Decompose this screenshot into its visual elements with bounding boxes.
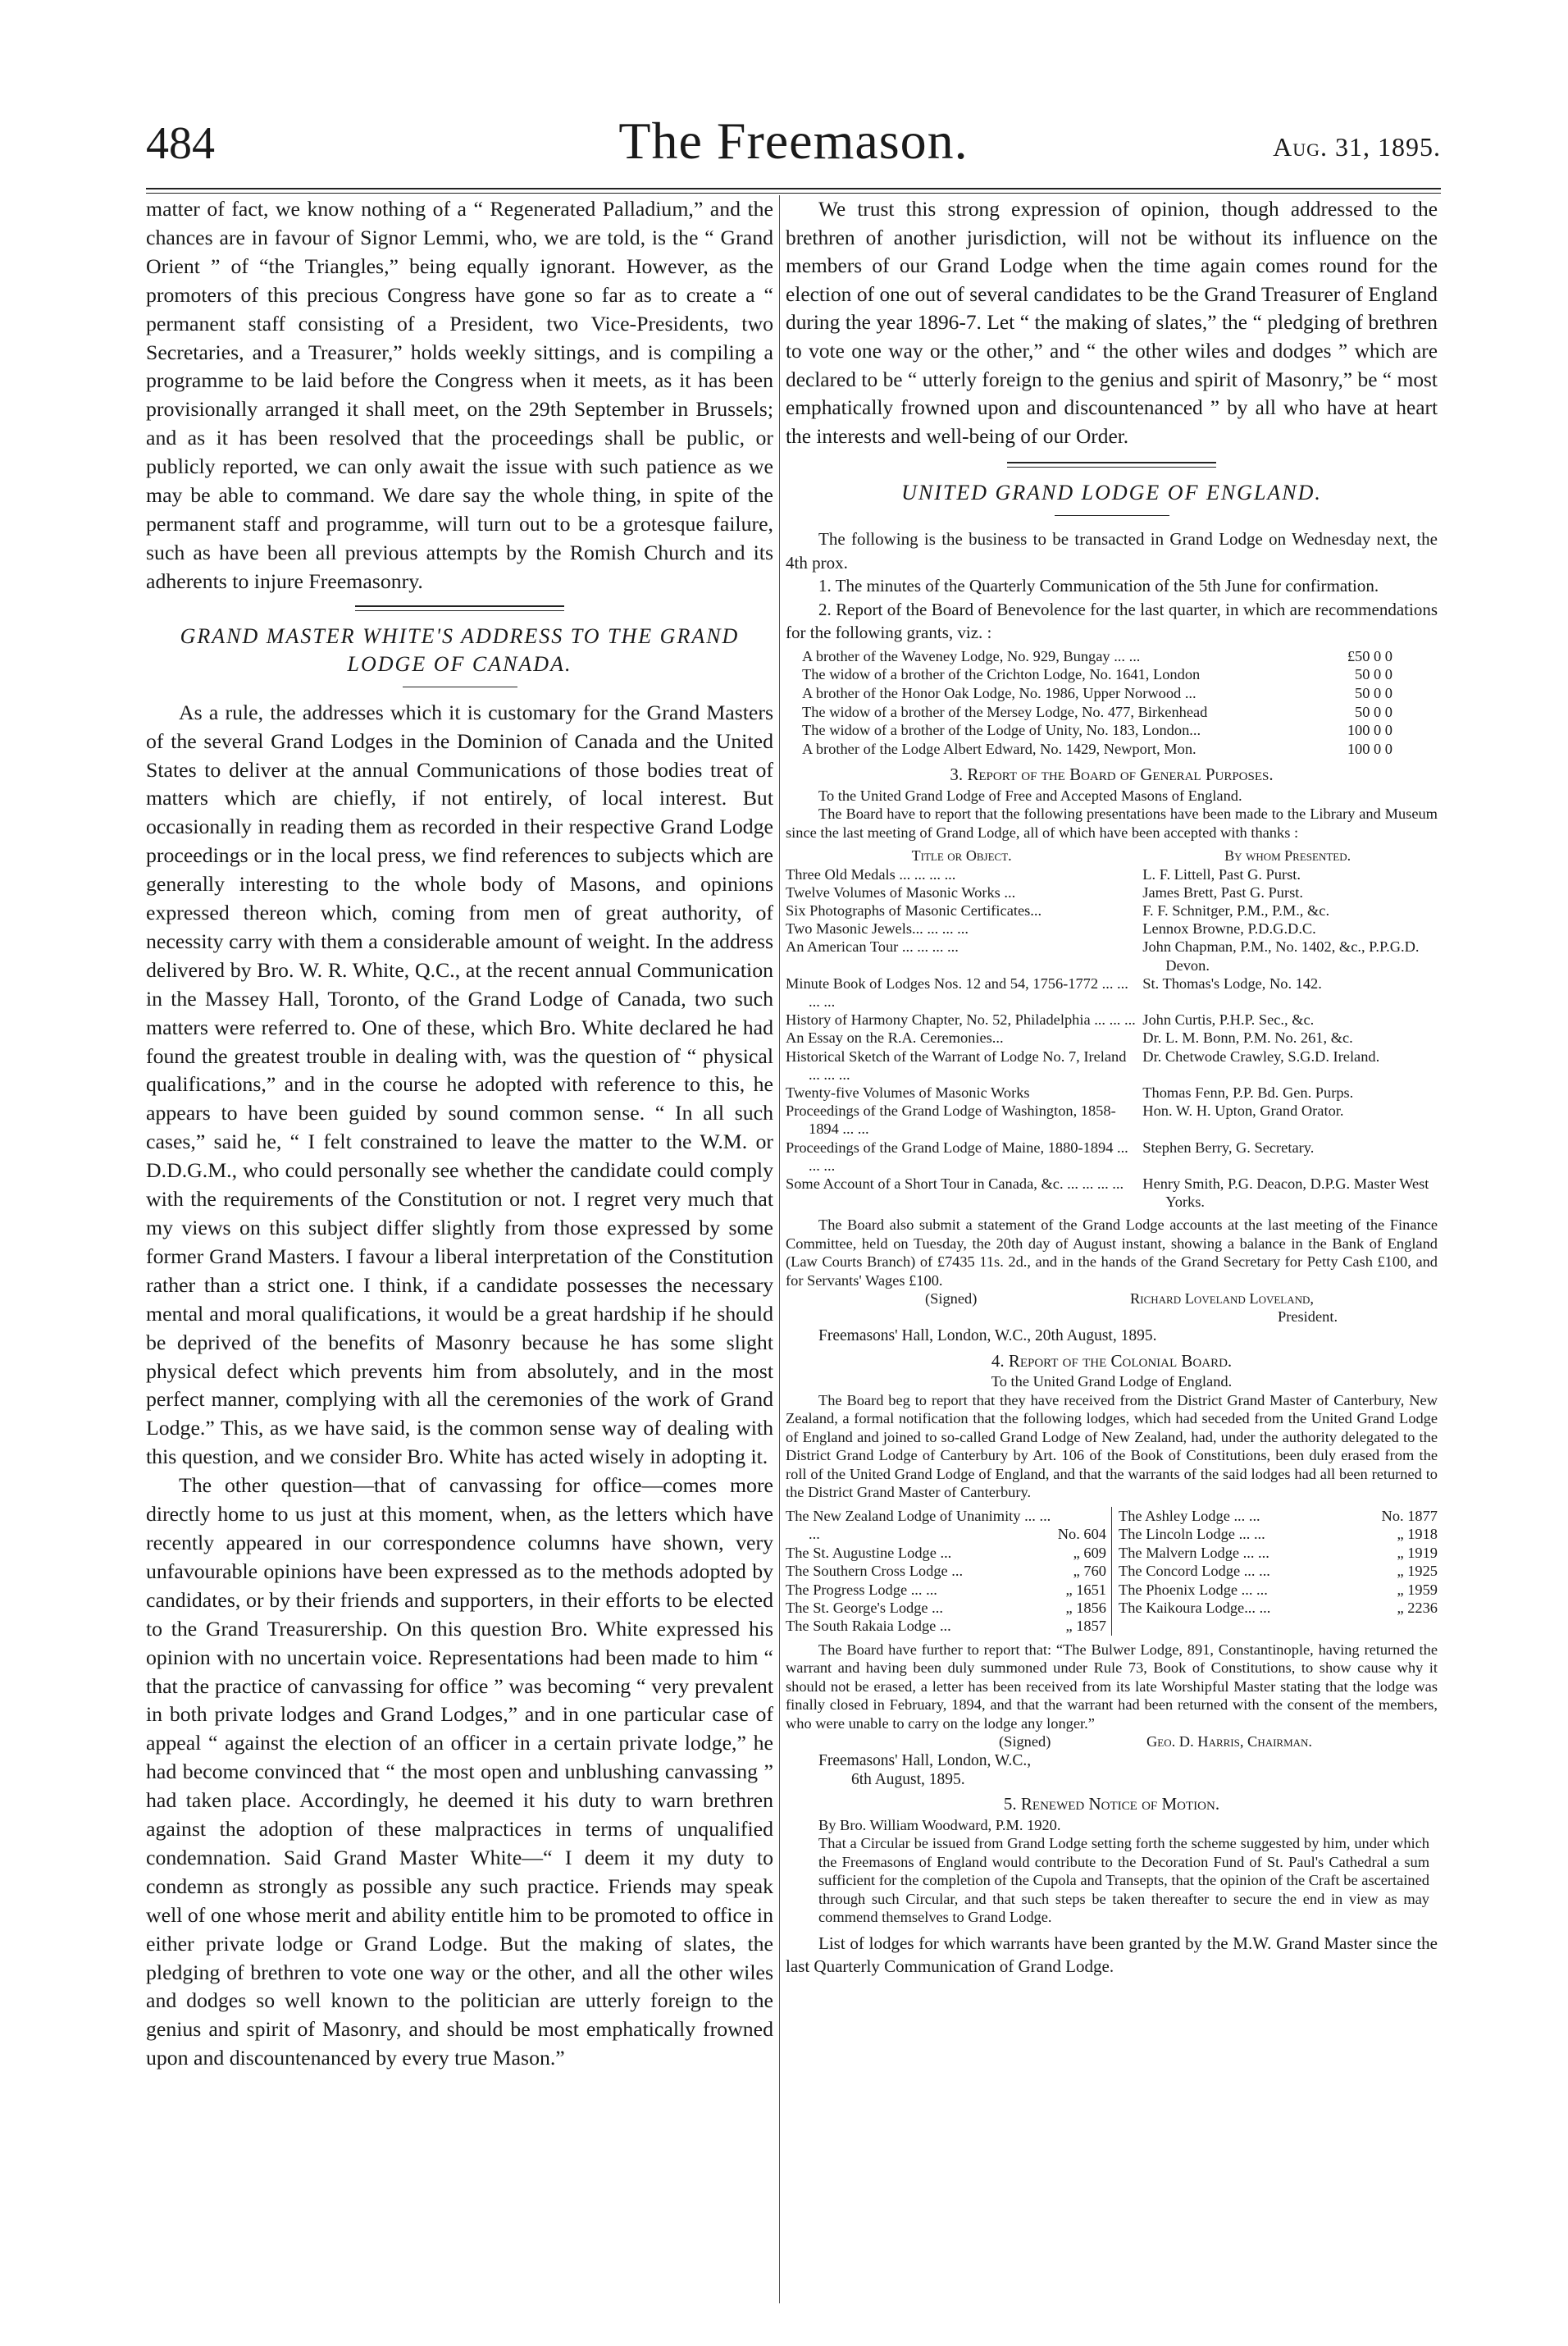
erased-lodge-row bbox=[786, 1617, 1106, 1635]
presentation-object: Proceedings of the Grand Lodge of Washington, 1858-1894 ... ... bbox=[786, 1102, 1116, 1138]
lodge-number: No. 1877 bbox=[1381, 1507, 1438, 1524]
lodge-number: „ 1919 bbox=[1397, 1544, 1438, 1561]
presentation-object: Historical Sketch of the Warrant of Lodge No. 7, Ireland ... ... ... bbox=[786, 1047, 1127, 1083]
presentation-donor: Thomas Fenn, P.P. Bd. Gen. Purps. bbox=[1142, 1084, 1354, 1102]
grant-row bbox=[802, 647, 1393, 666]
presentation-donor: Dr. L. M. Bonn, P.M. No. 261, &c. bbox=[1142, 1029, 1353, 1047]
presentation-object: Twenty-five Volumes of Masonic Works bbox=[786, 1084, 1030, 1102]
presentation-donor: John Curtis, P.H.P. Sec., &c. bbox=[1142, 1011, 1315, 1029]
lodge-name: The Ashley Lodge ... ... bbox=[1119, 1507, 1260, 1524]
grant-description: A brother of the Waveney Lodge, No. 929, Bungay ... ... bbox=[802, 647, 1141, 664]
presentation-object: An Essay on the R.A. Ceremonies... bbox=[786, 1029, 1004, 1047]
presentation-object: An American Tour ... ... ... ... bbox=[786, 938, 959, 956]
grant-amount: 50 0 0 bbox=[1355, 703, 1393, 720]
grant-row bbox=[802, 703, 1393, 722]
lodge-name: The Kaikoura Lodge... ... bbox=[1119, 1600, 1271, 1616]
presentation-donor: Henry Smith, P.G. Deacon, D.P.G. Master West Yorks. bbox=[1142, 1175, 1429, 1211]
grant-description: The widow of a brother of the Lodge of Unity, No. 183, London... bbox=[802, 722, 1201, 739]
lodge-number: „ 1857 bbox=[1065, 1618, 1106, 1635]
erased-lodge-row bbox=[786, 1544, 1106, 1562]
item-4-body: The Board beg to report that they have received from the District Grand Master of Canterbury, New Zealand, a formal notification that the following lodges, which had seceded from the United Grand Lodge of England and joined to so-called Grand Lodge of New Zealand, had, under the authority delegated to the District Grand Lodge of Canterbury by Art. 106 of the Book of Constitutions, been duly erased from the roll of the United Grand Lodge of England, and that the warrants of the said lodges had all been returned to the District Grand Master of Canterbury. bbox=[786, 1391, 1438, 1501]
presentation-row bbox=[786, 920, 1438, 938]
lodge-number: „ 760 bbox=[1073, 1563, 1106, 1580]
item-5-title: 5. Renewed Notice of Motion. bbox=[1003, 1794, 1220, 1814]
item-2-benevolence: 2. Report of the Board of Benevolence for the last quarter, in which are recommendations for the following grants, viz. : bbox=[786, 599, 1438, 643]
grant-description: A brother of the Lodge Albert Edward, No. 1429, Newport, Mon. bbox=[802, 740, 1197, 757]
item-1-minutes: 1. The minutes of the Quarterly Communication of the 5th June for confirmation. bbox=[818, 576, 1379, 596]
item-5-mover: By Bro. William Woodward, P.M. 1920. bbox=[818, 1816, 1061, 1833]
article-heading-united-grand-lodge: UNITED GRAND LODGE OF ENGLAND. bbox=[901, 481, 1322, 505]
lodge-name: The New Zealand Lodge of Unanimity ... ... ... bbox=[786, 1507, 1051, 1543]
hall-date-1: Freemasons' Hall, London, W.C., 20th August, 1895. bbox=[818, 1327, 1157, 1345]
page-header bbox=[146, 111, 1441, 186]
signed-label: (Signed) bbox=[925, 1290, 978, 1308]
presentation-object: Proceedings of the Grand Lodge of Maine, 1880-1894 ... ... ... bbox=[786, 1139, 1128, 1174]
signatory-name: Richard Loveland Loveland, bbox=[1130, 1290, 1315, 1308]
article-heading-white-address: GRAND MASTER WHITE'S ADDRESS TO THE GRAND LODGE OF CANADA. bbox=[180, 623, 740, 676]
item-5-motion: That a Circular be issued from Grand Lodge setting forth the scheme suggested by him, under which the Freemasons of England would contribute to the Decoration Fund of St. Paul's Cathedral a sum sufficient for the completion of the Cupola and Transepts, that the opinion of the Craft be ascertained through such Circular, and that such steps be taken thereafter to secure the end in view as may commend themselves to Grand Lodge. bbox=[818, 1835, 1429, 1926]
signatory-title: President. bbox=[1278, 1308, 1338, 1326]
presentation-donor: James Brett, Past G. Purst. bbox=[1142, 883, 1303, 901]
chairman-signature: Geo. D. Harris, Chairman. bbox=[1146, 1733, 1313, 1750]
bulwer-lodge-report: The Board have further to report that: “The Bulwer Lodge, 891, Constantinople, having returned the warrant and having been duly summoned under Rule 73, Book of Constitutions, to show cause why it should not be erased, a letter has been received from its late Worshipful Master stating that the lodge was finally closed in February, 1894, and that the warrant had been returned with the consent of the members, who were unable to carry on the lodge any longer.” bbox=[786, 1641, 1438, 1732]
section-separator bbox=[1007, 462, 1216, 468]
grant-amount: £50 0 0 bbox=[1347, 647, 1393, 664]
grant-row bbox=[802, 721, 1393, 740]
lodge-name: The South Rakaia Lodge ... bbox=[786, 1618, 951, 1635]
lodge-name: The Lincoln Lodge ... ... bbox=[1119, 1526, 1265, 1543]
section-separator bbox=[355, 605, 564, 611]
signed-label: (Signed) bbox=[999, 1733, 1051, 1750]
signature-block-1 bbox=[786, 1289, 1438, 1327]
item-3-title: 3. Report of the Board of General Purposes. bbox=[950, 765, 1274, 785]
lodge-number: „ 1651 bbox=[1065, 1581, 1106, 1598]
lodge-number: „ 1925 bbox=[1397, 1563, 1438, 1580]
presentations-table bbox=[786, 847, 1438, 1211]
presentation-row bbox=[786, 865, 1438, 883]
presentation-row bbox=[786, 1029, 1438, 1047]
presentation-donor: L. F. Littell, Past G. Purst. bbox=[1142, 865, 1301, 883]
grant-row bbox=[802, 684, 1393, 703]
board-accounts-statement: The Board also submit a statement of the Grand Lodge accounts at the last meeting of the Finance Committee, held on Tuesday, the 20th day of August instant, showing a balance in the Bank of England (Law Courts Branch) of £7435 11s. 2d., and in the hands of the Grand Secretary for Petty Cash £100, and for Servants' Wages £100. bbox=[786, 1216, 1438, 1289]
erased-lodge-row bbox=[786, 1507, 1106, 1544]
erased-lodge-row bbox=[1119, 1507, 1438, 1525]
presentation-donor: F. F. Schnitger, P.M., P.M., &c. bbox=[1142, 902, 1330, 920]
hall-line-2: 6th August, 1895. bbox=[851, 1770, 965, 1788]
presentation-row bbox=[786, 901, 1438, 920]
masthead-title: The Freemason. bbox=[618, 112, 969, 170]
page-number: 484 bbox=[146, 118, 215, 169]
item-4-addressee: To the United Grand Lodge of England. bbox=[991, 1373, 1233, 1390]
grant-amount: 50 0 0 bbox=[1355, 685, 1393, 702]
presentation-row bbox=[786, 1139, 1438, 1175]
erased-lodge-row bbox=[1119, 1562, 1438, 1580]
lodge-name: The Progress Lodge ... ... bbox=[786, 1581, 937, 1598]
lodge-name: The Phoenix Lodge ... ... bbox=[1119, 1581, 1268, 1598]
erased-lodge-row bbox=[786, 1562, 1106, 1580]
erased-lodge-row bbox=[786, 1581, 1106, 1599]
presentation-row bbox=[786, 1047, 1438, 1084]
grant-row bbox=[802, 665, 1393, 684]
erased-lodge-row bbox=[1119, 1544, 1438, 1562]
presentation-row bbox=[786, 1102, 1438, 1138]
grant-description: The widow of a brother of the Crichton Lodge, No. 1641, London bbox=[802, 666, 1201, 683]
presentation-donor: Stephen Berry, G. Secretary. bbox=[1142, 1139, 1315, 1156]
presentation-donor: Lennox Browne, P.D.G.D.C. bbox=[1142, 920, 1316, 938]
business-intro: The following is the business to be transacted in Grand Lodge on Wednesday next, the 4th prox. bbox=[786, 529, 1438, 573]
presentations-header-object: Title or Object. bbox=[911, 847, 1012, 865]
presentation-object: Minute Book of Lodges Nos. 12 and 54, 1756-1772 ... ... ... ... bbox=[786, 974, 1128, 1011]
signature-block-2 bbox=[786, 1732, 1438, 1752]
right-paragraph-opinion: We trust this strong expression of opinion, though addressed to the brethren of another jurisdiction, will not be without its influence on the members of our Grand Lodge when the time again comes round for the election of one out of several candidates to be the Grand Treasurer of England during the year 1896-7. Let “ the making of slates,” the “ pledging of brethren to vote one way or the other,” and “ the other wiles and dodges ” which are declared to be “ utterly foreign to the genius and spirit of Masonry,” be “ most emphatically frowned upon and discountenanced ” by all who have at heart the interests and well-being of our Order. bbox=[786, 198, 1438, 448]
lodge-number: „ 1959 bbox=[1397, 1581, 1438, 1598]
issue-date: Aug. 31, 1895. bbox=[1273, 132, 1441, 162]
lodge-number: „ 1856 bbox=[1065, 1600, 1106, 1616]
lodge-number: No. 604 bbox=[1057, 1526, 1106, 1543]
item-3-body: The Board have to report that the following presentations have been made to the Library and Museum since the last meeting of Grand Lodge, all of which have been accepted with thanks : bbox=[786, 806, 1438, 841]
presentation-object: Three Old Medals ... ... ... ... bbox=[786, 865, 956, 883]
left-paragraph-physical-qualifications: As a rule, the addresses which it is customary for the Grand Masters of the several Grand Lodges in the Dominion of Canada and the United States to deliver at the annual Communications of those bodies treat of matters which are chiefly, if not entirely, of local interest. But occasionally in reading them as recorded in their respective Grand Lodge proceedings or in the local press, we find references to subjects which are generally interesting to the whole body of Masons, and opinions expressed thereon which, coming from men of great authority, of necessity carry with them a considerable amount of weight. In the address delivered by Bro. W. R. White, Q.C., at the recent annual Communication in the Massey Hall, Toronto, of the Grand Lodge of Canada, two such matters were referred to. One of these, which Bro. White declared he had found the greatest trouble in dealing with, was the question of “ physical qualifications,” and in the course he adopted with reference to this, he appears to have been guided by sound common sense. “ In all such cases,” said he, “ I felt constrained to leave the matter to the W.M. or D.D.G.M., who could personally see whether the candidate could comply with the requirements of the Constitution or not. I regret very much that my views on this subject differ slightly from those expressed by some former Grand Masters. I favour a liberal interpretation of the Constitution rather than a strict one. I think, if a candidate possesses the necessary mental and moral qualifications, it would be a great hardship if he should be deprived of the benefits of Masonry because he has some slight physical defect which prevents him from absolutely, and in the most perfect manner, complying with all the ceremonies of the work of Grand Lodge.” This, as we have said, is the common sense way of dealing with this question, and we consider Bro. White has acted wisely in adopting it. bbox=[146, 700, 773, 1469]
presentation-object: Some Account of a Short Tour in Canada, &c. ... ... ... ... bbox=[786, 1175, 1124, 1193]
grant-row bbox=[802, 740, 1393, 759]
presentation-object: Six Photographs of Masonic Certificates... bbox=[786, 902, 1042, 920]
heading-underline bbox=[1055, 515, 1169, 516]
presentation-object: Twelve Volumes of Masonic Works ... bbox=[786, 883, 1016, 901]
presentation-object: History of Harmony Chapter, No. 52, Philadelphia ... ... ... bbox=[786, 1011, 1136, 1029]
erased-lodge-row bbox=[1119, 1599, 1438, 1617]
grant-amount: 100 0 0 bbox=[1347, 722, 1393, 739]
presentations-header-by: By whom Presented. bbox=[1224, 847, 1351, 865]
item-4-title: 4. Report of the Colonial Board. bbox=[991, 1350, 1233, 1371]
lodge-name: The Southern Cross Lodge ... bbox=[786, 1563, 964, 1580]
grant-description: The widow of a brother of the Mersey Lodge, No. 477, Birkenhead bbox=[802, 703, 1208, 720]
erased-lodge-row bbox=[1119, 1581, 1438, 1599]
presentation-row bbox=[786, 1175, 1438, 1211]
presentation-donor: Dr. Chetwode Crawley, S.G.D. Ireland. bbox=[1142, 1047, 1380, 1065]
column-divider bbox=[779, 195, 780, 2303]
presentation-row bbox=[786, 883, 1438, 901]
grant-amount: 50 0 0 bbox=[1355, 666, 1393, 683]
grant-amount: 100 0 0 bbox=[1347, 740, 1393, 757]
left-column bbox=[146, 195, 773, 2073]
grant-description: A brother of the Honor Oak Lodge, No. 1986, Upper Norwood ... bbox=[802, 685, 1197, 702]
item-3-addressee: To the United Grand Lodge of Free and Accepted Masons of England. bbox=[818, 787, 1242, 804]
lodge-name: The St. Augustine Lodge ... bbox=[786, 1544, 952, 1561]
presentation-object: Two Masonic Jewels... ... ... ... bbox=[786, 920, 969, 938]
left-paragraph-canvassing: The other question—that of canvassing for office—comes more directly home to us just at this moment, when, as the letters which have recently appeared in our correspondence columns have shown, very unfavourable opinions have been expressed as to the methods adopted by candidates, or by their friends and supporters, in their efforts to be elected to the Grand Treasurership. On this question Bro. White expressed his opinion with no uncertain voice. Representations had been made to him “ that the practice of canvassing for office ” was becoming “ very prevalent in both private lodges and Grand Lodges,” and in one particular case of appeal “ against the election of an officer in a certain private lodge,” he had become convinced that “ the most open and unblushing canvassing ” had taken place. Accordingly, he deemed it his duty to warn brethren against the adoption of these malpractices in terms of unqualified condemnation. Said Grand Master White—“ I deem it my duty to condemn as strongly as possible any such practice. Friends may speak well of one whose merit and ability entitle him to be promoted to office in either private lodge or Grand Lodge. But the making of slates, the pledging of brethren to vote one way or the other, and all the other wiles and dodges so well known to the politician are utterly foreign to the genius and spirit of Masonry, and should be most emphatically frowned upon and discountenanced by every true Mason.” bbox=[146, 1473, 773, 2070]
right-column bbox=[786, 195, 1438, 1979]
presentation-donor: Hon. W. H. Upton, Grand Orator. bbox=[1142, 1102, 1344, 1120]
lodge-name: The St. George's Lodge ... bbox=[786, 1600, 943, 1616]
erased-lodge-row bbox=[786, 1599, 1106, 1617]
presentation-donor: John Chapman, P.M., No. 1402, &c., P.P.G.D. Devon. bbox=[1142, 938, 1420, 974]
lodge-number: „ 2236 bbox=[1397, 1600, 1438, 1616]
left-paragraph-palladium: matter of fact, we know nothing of a “ Regenerated Palladium,” and the chances are in favour of Signor Lemmi, who, we are told, is the “ Grand Orient ” of “the Triangles,” being equally ignorant. However, as the promoters of this precious Congress have gone so far as to create a “ permanent staff consisting of a President, two Vice-Presidents, two Secretaries, and a Treasurer,” holds weekly sittings, and is compiling a programme to be laid before the Congress when it meets, as it has been provisionally arranged it shall meet, on the 29th September in Brussels; and as it has been resolved that the proceedings shall be public, or publicly reported, we can only await the issue with such patience as we may be able to command. We dare say the whole thing, in spite of the permanent staff and programme, will turn out to be a grotesque failure, such as have been all previous attempts by the Romish Church and its adherents to injure Freemasonry. bbox=[146, 197, 773, 593]
lodge-name: The Malvern Lodge ... ... bbox=[1119, 1544, 1269, 1561]
lodge-name: The Concord Lodge ... ... bbox=[1119, 1563, 1270, 1580]
lodge-number: „ 1918 bbox=[1397, 1526, 1438, 1543]
header-rule bbox=[146, 188, 1441, 194]
erased-lodge-row bbox=[1119, 1525, 1438, 1543]
lodge-number: „ 609 bbox=[1073, 1544, 1106, 1561]
grants-table bbox=[802, 647, 1393, 759]
presentation-donor: St. Thomas's Lodge, No. 142. bbox=[1142, 974, 1322, 992]
presentation-row bbox=[786, 1011, 1438, 1029]
erased-lodges-table bbox=[786, 1507, 1438, 1636]
presentation-row bbox=[786, 1084, 1438, 1102]
hall-line-1: Freemasons' Hall, London, W.C., bbox=[818, 1752, 1032, 1770]
presentation-row bbox=[786, 974, 1438, 1011]
closing-warrants-list-intro: List of lodges for which warrants have been granted by the M.W. Grand Master since the last Quarterly Communication of Grand Lodge. bbox=[786, 1933, 1438, 1977]
presentation-row bbox=[786, 938, 1438, 974]
